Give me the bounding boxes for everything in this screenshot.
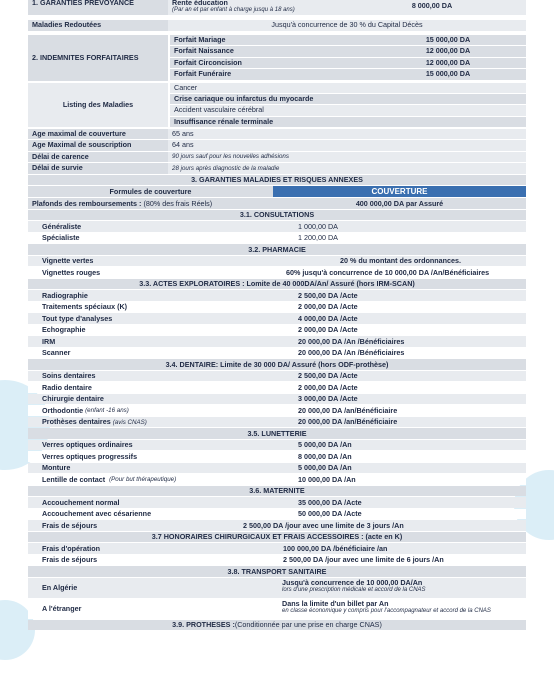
- maladie-item: Cancer: [170, 83, 526, 93]
- section-3-9-title: [28, 620, 526, 631]
- section-3-1-title: 3.1. CONSULTATIONS: [28, 210, 526, 221]
- lunetterie-label: Lentille de contact: [42, 474, 106, 484]
- indemnite-value: 12 000,00 DA: [370, 58, 526, 69]
- consultation-label: Généraliste: [28, 221, 168, 232]
- indemnite-name: Forfait Naissance: [170, 46, 370, 57]
- transport-value: Jusqu'à concurrence de 10 000,00 DA/An: [282, 577, 423, 587]
- lunetterie-row: [28, 451, 526, 462]
- transport-row: [28, 578, 526, 598]
- formules-row: [28, 186, 526, 197]
- dentaire-row: [28, 382, 526, 393]
- chirurgie-value: 2 500,00 DA /jour avec une limite de 6 jours /An: [213, 555, 526, 566]
- dentaire-note: (enfant -16 ans): [85, 407, 129, 415]
- condition-value: 64 ans: [168, 140, 526, 151]
- condition-row: [28, 163, 526, 174]
- transport-row: [28, 599, 526, 619]
- transport-note: en classe économique y compris pour l'accompagnateur et accord de la CNAS: [282, 608, 491, 615]
- acte-label: Radiographie: [28, 290, 168, 301]
- maternite-row: [28, 520, 526, 531]
- lunetterie-label-cell: [28, 474, 213, 485]
- listing-label: Listing des Maladies: [28, 83, 168, 127]
- maternite-label: Accouchement normal: [28, 497, 213, 508]
- transport-value-cell: [278, 599, 526, 619]
- condition-label: Délai de survie: [28, 163, 168, 174]
- indemnite-value: 12 000,00 DA: [370, 46, 526, 57]
- protheses-title: 3.9. PROTHESES :: [172, 620, 235, 630]
- plafonds-label-cell: [28, 198, 273, 209]
- transport-note: lors d'une prescription médicale et accord de la CNAS: [282, 587, 426, 594]
- dentaire-value: 2 500,00 DA /Acte: [168, 371, 526, 382]
- acte-value: 20 000,00 DA /An /Bénéficiaires: [168, 348, 526, 359]
- consultation-value: 1 200,00 DA: [168, 233, 526, 244]
- dentaire-label-cell: [28, 371, 168, 382]
- indemnite-value: 15 000,00 DA: [370, 69, 526, 80]
- dentaire-label: Soins dentaires: [42, 371, 96, 381]
- transport-label: En Algérie: [28, 578, 278, 598]
- condition-value: 28 jours après diagnostic de la maladie: [168, 163, 526, 174]
- maladies-redoutees-row: [28, 20, 526, 31]
- indemnite-row: [170, 58, 526, 69]
- dentaire-note: (avis CNAS): [112, 418, 147, 426]
- maladie-item: Accident vasculaire cérébral: [170, 105, 526, 115]
- transport-value-cell: [278, 578, 526, 598]
- acte-row: [28, 313, 526, 324]
- condition-row: [28, 152, 526, 163]
- plafonds-note: (80% des frais Réels): [143, 198, 213, 208]
- maladie-item: Insuffisance rénale terminale: [170, 117, 526, 127]
- consultation-label: Spécialiste: [28, 233, 168, 244]
- maternite-value: 35 000,00 DA /Acte: [213, 497, 526, 508]
- acte-label: Echographie: [28, 325, 168, 336]
- rente-note: (Par an et par enfant à charge jusqu à 18 ans): [172, 7, 295, 14]
- transport-label: A l'étranger: [28, 599, 278, 619]
- chirurgie-label: Frais de séjours: [28, 555, 213, 566]
- listing-list: [170, 83, 526, 127]
- couverture-header: COUVERTURE: [273, 186, 526, 197]
- pharmacie-row: [28, 267, 526, 278]
- section-3-5-title: 3.5. LUNETTERIE: [28, 428, 526, 439]
- consultation-value: 1 000,00 DA: [168, 221, 526, 232]
- maladies-redoutees-value: Jusqu'à concurrence de 30 % du Capital Décès: [168, 20, 526, 31]
- acte-label: IRM: [28, 336, 168, 347]
- dentaire-label-cell: [28, 394, 168, 405]
- dentaire-row: [28, 417, 526, 428]
- dentaire-label: Orthodontie: [42, 405, 84, 415]
- plafonds-value: 400 000,00 DA par Assuré: [273, 198, 526, 209]
- indemnite-name: Forfait Funéraire: [170, 69, 370, 80]
- dentaire-label: Radio dentaire: [42, 382, 92, 392]
- section-3-8-title: 3.8. TRANSPORT SANITAIRE: [28, 566, 526, 577]
- condition-label: Age maximal de couverture: [28, 129, 168, 140]
- rente-education-cell: [168, 0, 338, 15]
- acte-value: 2 500,00 DA /Acte: [168, 290, 526, 301]
- pharmacie-value: 60% jusqu'à concurrence de 10 000,00 DA /An/Bénéficiaires: [168, 267, 526, 278]
- acte-row: [28, 302, 526, 313]
- condition-row: [28, 140, 526, 151]
- acte-value: 20 000,00 DA /An /Bénéficiaires: [168, 336, 526, 347]
- condition-row: [28, 129, 526, 140]
- lunetterie-row: [28, 463, 526, 474]
- section-3-6-title: 3.6. MATERNITE: [28, 486, 526, 497]
- consultation-row: [28, 233, 526, 244]
- acte-label: Traitements spéciaux (K): [28, 302, 168, 313]
- lunetterie-label: Verres optiques ordinaires: [42, 440, 133, 450]
- indemnite-name: Forfait Mariage: [170, 35, 370, 46]
- section-3-7-title: 3.7 HONORAIRES CHIRURGICAUX ET FRAIS ACCESSOIRES : (acte en K): [28, 532, 526, 543]
- lunetterie-row: [28, 440, 526, 451]
- transport-value: Dans la limite d'un billet par An: [282, 598, 389, 608]
- lunetterie-note: (Pour but thérapeutique): [109, 476, 177, 484]
- guarantees-document: [28, 0, 526, 631]
- maternite-value: 50 000,00 DA /Acte: [213, 509, 526, 520]
- chirurgie-row: [28, 543, 526, 554]
- dentaire-value: 20 000,00 DA /an/Bénéficiaire: [168, 405, 526, 416]
- indemnite-name: Forfait Circoncision: [170, 58, 370, 69]
- dentaire-value: 20 000,00 DA /an/Bénéficiaire: [168, 417, 526, 428]
- acte-value: 2 000,00 DA /Acte: [168, 302, 526, 313]
- acte-label: Tout type d'analyses: [28, 313, 168, 324]
- condition-label: Age Maximal de souscription: [28, 140, 168, 151]
- maladie-item: Crise cariaque ou infarctus du myocarde: [170, 94, 526, 104]
- prevoyance-label: 1. GARANTIES PREVOYANCE: [28, 0, 168, 15]
- indemnite-row: [170, 35, 526, 46]
- pharmacie-label: Vignette vertes: [28, 256, 168, 267]
- lunetterie-label-cell: [28, 451, 213, 462]
- maternite-row: [28, 509, 526, 520]
- acte-value: 2 000,00 DA /Acte: [168, 325, 526, 336]
- dentaire-row: [28, 405, 526, 416]
- maternite-row: [28, 497, 526, 508]
- condition-value: 65 ans: [168, 129, 526, 140]
- indemnites-label: 2. INDEMNITES FORFAITAIRES: [28, 35, 168, 81]
- maternite-label: Accouchement avec césarienne: [28, 509, 213, 520]
- lunetterie-value: 8 000,00 DA /An: [213, 451, 526, 462]
- dentaire-value: 3 000,00 DA /Acte: [168, 394, 526, 405]
- pharmacie-row: [28, 256, 526, 267]
- lunetterie-label: Verres optiques progressifs: [42, 451, 138, 461]
- chirurgie-label: Frais d'opération: [28, 543, 213, 554]
- section-3-2-title: 3.2. PHARMACIE: [28, 244, 526, 255]
- lunetterie-label-cell: [28, 440, 213, 451]
- lunetterie-row: [28, 474, 526, 485]
- dentaire-label: Chirurgie dentaire: [42, 394, 104, 404]
- pharmacie-label: Vignettes rouges: [28, 267, 168, 278]
- condition-label: Délai de carence: [28, 152, 168, 163]
- dentaire-row: [28, 394, 526, 405]
- indemnites-block: [28, 35, 526, 81]
- lunetterie-value: 10 000,00 DA /An: [213, 474, 526, 485]
- maternite-value: 2 500,00 DA /jour avec une limite de 3 jours /An: [213, 520, 526, 531]
- dentaire-value: 2 000,00 DA /Acte: [168, 382, 526, 393]
- indemnites-list: [170, 35, 526, 81]
- maladies-redoutees-label: Maladies Redoutées: [28, 20, 168, 31]
- pharmacie-value: 20 % du montant des ordonnances.: [168, 256, 526, 267]
- acte-label: Scanner: [28, 348, 168, 359]
- lunetterie-label-cell: [28, 463, 213, 474]
- dentaire-label-cell: [28, 417, 168, 428]
- section-3-4-title: 3.4. DENTAIRE: Limite de 30 000 DA/ Assuré (hors ODF-prothèse): [28, 359, 526, 370]
- section-3-title: 3. GARANTIES MALADIES ET RISQUES ANNEXES: [28, 175, 526, 186]
- lunetterie-value: 5 000,00 DA /An: [213, 440, 526, 451]
- listing-block: [28, 83, 526, 127]
- acte-row: [28, 290, 526, 301]
- protheses-note: (Conditionnée par une prise en charge CNAS): [234, 620, 382, 630]
- acte-value: 4 000,00 DA /Acte: [168, 313, 526, 324]
- chirurgie-row: [28, 555, 526, 566]
- lunetterie-value: 5 000,00 DA /An: [213, 463, 526, 474]
- formules-label: Formules de couverture: [28, 186, 273, 197]
- condition-value: 90 jours sauf pour les nouvelles adhésions: [168, 152, 526, 163]
- indemnite-row: [170, 69, 526, 80]
- rente-value: 8 000,00 DA: [338, 0, 526, 15]
- dentaire-label: Prothèses dentaires: [42, 417, 111, 427]
- lunetterie-label: Monture: [42, 463, 71, 473]
- acte-row: [28, 348, 526, 359]
- section-3-3-title: 3.3. ACTES EXPLORATOIRES : Lomite de 40 000DA/An/ Assuré (hors IRM-SCAN): [28, 279, 526, 290]
- plafonds-label: Plafonds des remboursements :: [32, 198, 142, 208]
- dentaire-row: [28, 371, 526, 382]
- indemnite-row: [170, 46, 526, 57]
- acte-row: [28, 325, 526, 336]
- indemnite-value: 15 000,00 DA: [370, 35, 526, 46]
- dentaire-label-cell: [28, 382, 168, 393]
- maternite-label: Frais de séjours: [28, 520, 213, 531]
- dentaire-label-cell: [28, 405, 168, 416]
- prevoyance-row: [28, 0, 526, 15]
- rente-label: Rente éducation: [172, 0, 228, 7]
- acte-row: [28, 336, 526, 347]
- consultation-row: [28, 221, 526, 232]
- chirurgie-value: 100 000,00 DA /bénéficiaire /an: [213, 543, 526, 554]
- plafonds-row: [28, 198, 526, 209]
